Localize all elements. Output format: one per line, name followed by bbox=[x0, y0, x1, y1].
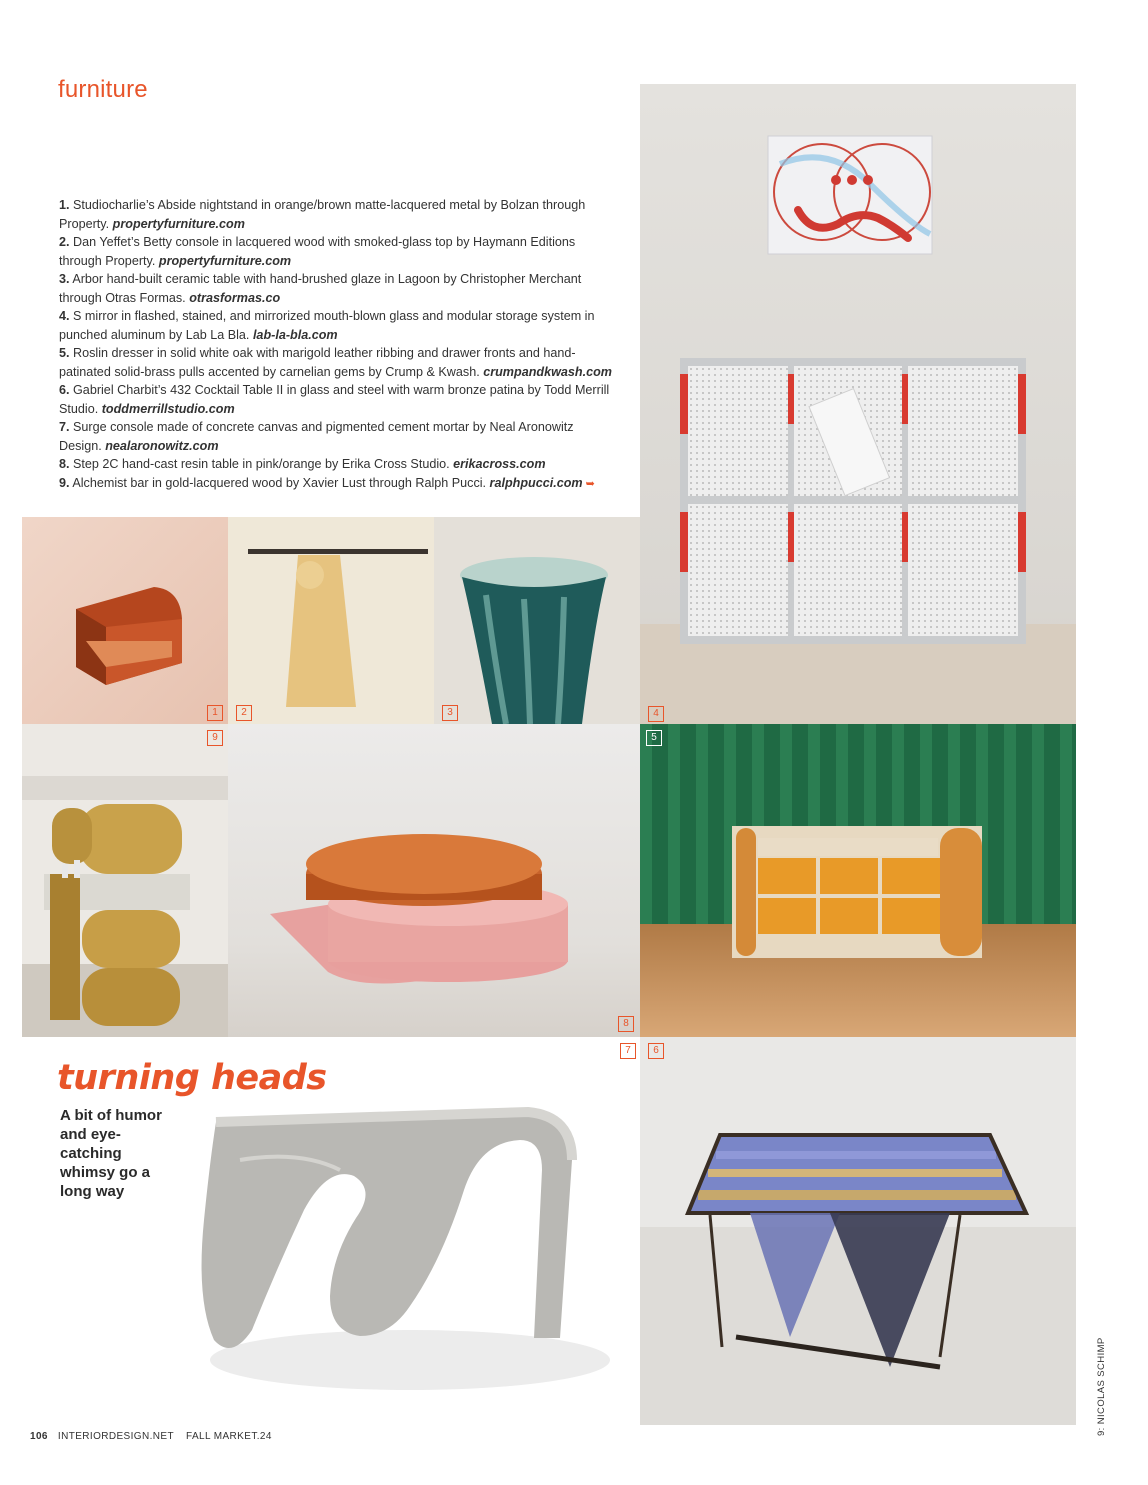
section-label: furniture bbox=[58, 76, 148, 103]
credit-text: Gabriel Charbit’s 432 Cocktail Table II in glass and steel with warm bronze patina by Todd Merrill Studio. bbox=[59, 383, 610, 416]
bar-shape bbox=[44, 804, 190, 1026]
credit-text: Roslin dresser in solid white oak with marigold leather ribbing and drawer fronts and hand-patinated solid-brass pulls accented by carnelian gems by Crump & Kwash. bbox=[59, 346, 576, 379]
storage-unit bbox=[680, 358, 1026, 644]
site-name: INTERIORDESIGN.NET bbox=[57, 1431, 174, 1442]
credit-text: Studiocharlie’s Abside nightstand in orange/brown matte-lacquered metal by Bolzan through Property. bbox=[59, 198, 586, 231]
photo-dresser bbox=[640, 724, 1076, 1037]
credit-url[interactable]: lab-la-bla.com bbox=[252, 327, 338, 342]
credits-list bbox=[59, 196, 619, 493]
credit-number: 9. bbox=[59, 475, 70, 490]
credit-item bbox=[59, 418, 619, 455]
credit-item bbox=[59, 344, 619, 381]
credit-item bbox=[59, 270, 619, 307]
credit-url[interactable]: nealaronowitz.com bbox=[105, 438, 219, 453]
issue-name: FALL MARKET.24 bbox=[186, 1431, 272, 1442]
credit-number: 8. bbox=[59, 457, 70, 471]
credit-item bbox=[59, 474, 619, 494]
credit-url[interactable]: erikacross.com bbox=[453, 457, 546, 471]
photo-ceramic-table bbox=[434, 517, 640, 724]
credit-number: 3. bbox=[59, 272, 70, 286]
photo-number-tag: 6 bbox=[648, 1043, 664, 1059]
credit-number: 5. bbox=[59, 346, 70, 360]
credit-number: 1. bbox=[59, 198, 70, 212]
credit-url[interactable]: crumpandkwash.com bbox=[483, 364, 612, 379]
credit-number: 6. bbox=[59, 383, 70, 397]
credit-number: 7. bbox=[59, 420, 70, 434]
credit-number: 4. bbox=[59, 309, 70, 323]
credit-text: Dan Yeffet’s Betty console in lacquered wood with smoked-glass top by Haymann Editions through Property. bbox=[59, 235, 576, 268]
credit-text: Step 2C hand-cast resin table in pink/orange by Erika Cross Studio. bbox=[73, 457, 454, 471]
dresser-shape bbox=[732, 826, 982, 958]
credit-item bbox=[59, 196, 619, 233]
photo-number-tag: 7 bbox=[620, 1043, 636, 1059]
photo-resin-table bbox=[228, 724, 640, 1037]
credit-text: Surge console made of concrete canvas and pigmented cement mortar by Neal Aronowitz Design. bbox=[59, 420, 574, 453]
photo-bar bbox=[22, 724, 228, 1037]
headline: turning heads bbox=[57, 1058, 327, 1098]
credit-item bbox=[59, 307, 619, 344]
photo-credit-text: 9: NICOLAS SCHIMP bbox=[1096, 1337, 1107, 1436]
credit-url[interactable]: ralphpucci.com bbox=[489, 475, 583, 490]
photo-nightstand bbox=[22, 517, 228, 724]
credit-text: S mirror in flashed, stained, and mirrorized mouth-blown glass and modular storage system in punched aluminum by Lab La Bla. bbox=[59, 309, 595, 342]
photo-number-tag: 1 bbox=[207, 705, 223, 721]
photo-credit bbox=[1090, 1318, 1110, 1438]
photo-storage-system bbox=[640, 84, 1076, 724]
photo-console bbox=[228, 517, 434, 724]
credit-url[interactable]: otrasformas.co bbox=[189, 290, 281, 305]
end-mark-icon: ➥ bbox=[585, 477, 595, 490]
photo-cocktail-table bbox=[640, 1037, 1076, 1425]
mirror-shape bbox=[768, 136, 932, 254]
credit-number: 2. bbox=[59, 235, 70, 249]
credit-item bbox=[59, 233, 619, 270]
photo-number-tag: 3 bbox=[442, 705, 458, 721]
photo-surge-console bbox=[180, 1100, 635, 1410]
credit-item bbox=[59, 381, 619, 418]
credit-url[interactable]: toddmerrillstudio.com bbox=[101, 401, 235, 416]
credit-item bbox=[59, 455, 619, 474]
credit-text: Arbor hand-built ceramic table with hand-brushed glaze in Lagoon by Christopher Merchant through Otras Formas. bbox=[59, 272, 582, 305]
page-number: 106 bbox=[30, 1431, 48, 1442]
credit-url[interactable]: propertyfurniture.com bbox=[158, 253, 292, 268]
photo-number-tag: 8 bbox=[618, 1016, 634, 1032]
photo-number-tag: 9 bbox=[207, 730, 223, 746]
credit-url[interactable]: propertyfurniture.com bbox=[112, 216, 245, 231]
folio bbox=[30, 1431, 272, 1442]
photo-number-tag: 2 bbox=[236, 705, 252, 721]
photo-number-tag: 4 bbox=[648, 706, 664, 722]
deck: A bit of humor and eye-catching whimsy go a long way bbox=[60, 1107, 162, 1200]
credit-text: Alchemist bar in gold-lacquered wood by Xavier Lust through Ralph Pucci. bbox=[72, 475, 490, 490]
photo-number-tag: 5 bbox=[646, 730, 662, 746]
